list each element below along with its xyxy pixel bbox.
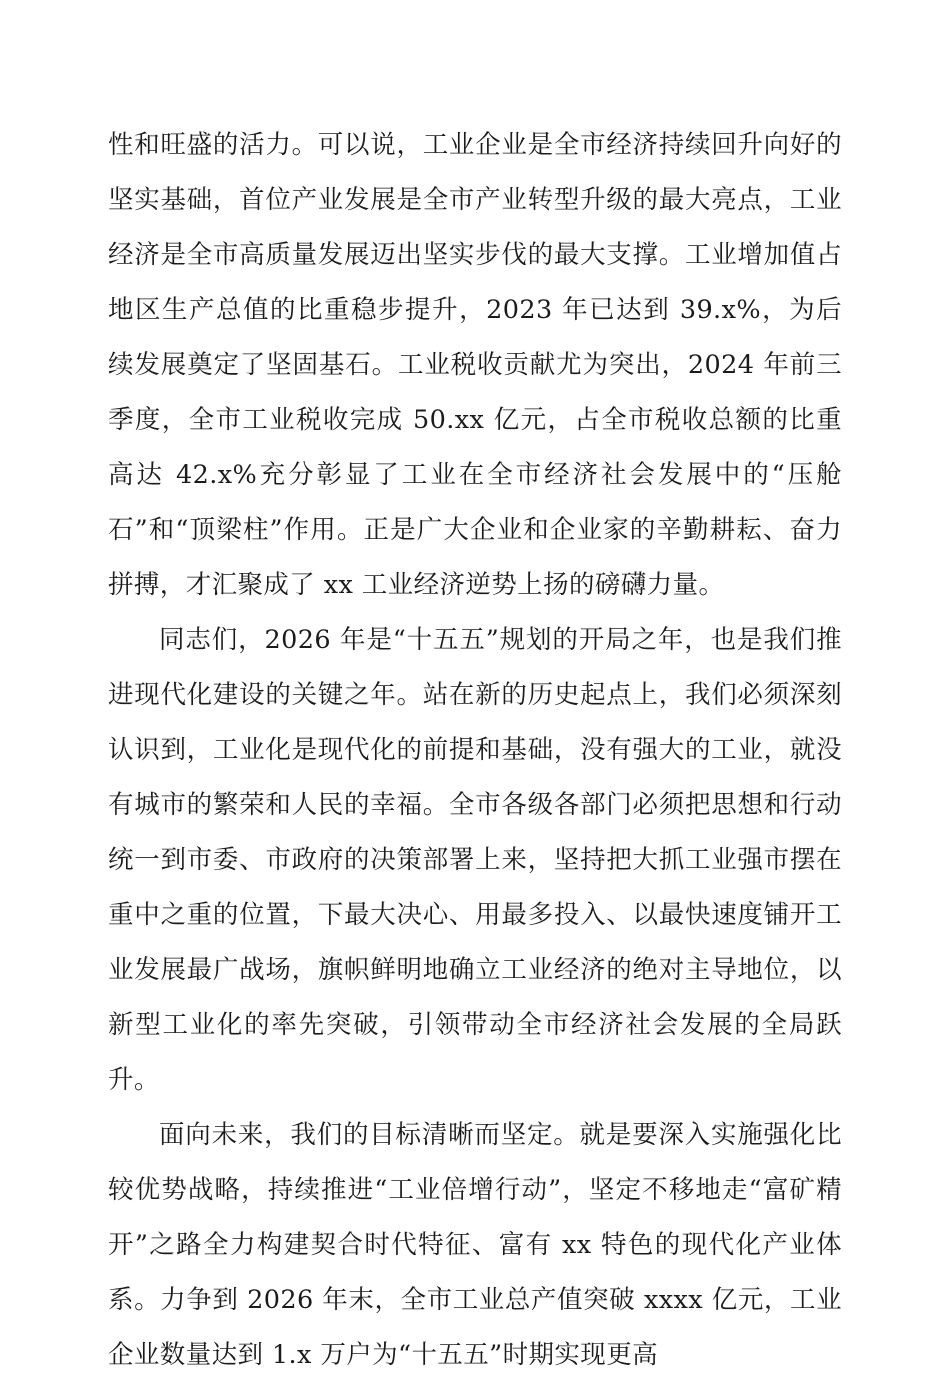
paragraph-1: 性和旺盛的活力。可以说，工业企业是全市经济持续回升向好的坚实基础，首位产业发展是全市产业转型升级的最大亮点，工业经济是全市高质量发展迈出坚实步伐的最大支撑。工业增加值占地区生产总值的比重稳步提升，2023 年已达到 39.x%，为后续发展奠定了坚固基石。工业税收贡献尤为突出，2024 年前三季度，全市工业税收完成 50.xx 亿元，占全市税收总额的比重高达 42.x%充分彰显了工业在全市经济社会发展中的“压舱石”和“顶梁柱”作用。正是广大企业和企业家的辛勤耕耘、奋力拼搏，才汇聚成了 xx 工业经济逆势上扬的磅礴力量。 — [108, 130, 842, 600]
paragraph-2: 同志们，2026 年是“十五五”规划的开局之年，也是我们推进现代化建设的关键之年。站在新的历史起点上，我们必须深刻认识到，工业化是现代化的前提和基础，没有强大的工业，就没有城市的繁荣和人民的幸福。全市各级各部门必须把思想和行动统一到市委、市政府的决策部署上来，坚持把大抓工业强市摆在重中之重的位置，下最大决心、用最多投入、以最快速度铺开工业发展最广战场，旗帜鲜明地确立工业经济的绝对主导地位，以新型工业化的率先突破，引领带动全市经济社会发展的全局跃升。 — [108, 625, 842, 1095]
paragraph-3: 面向未来，我们的目标清晰而坚定。就是要深入实施强化比较优势战略，持续推进“工业倍增行动”，坚定不移地走“富矿精开”之路全力构建契合时代特征、富有 xx 特色的现代化产业体系。力争到 2026 年末，全市工业总产值突破 xxxx 亿元，工业企业数量达到 1.x 万户为“十五五”时期实现更高 — [108, 1120, 842, 1370]
document-body — [108, 118, 842, 1383]
